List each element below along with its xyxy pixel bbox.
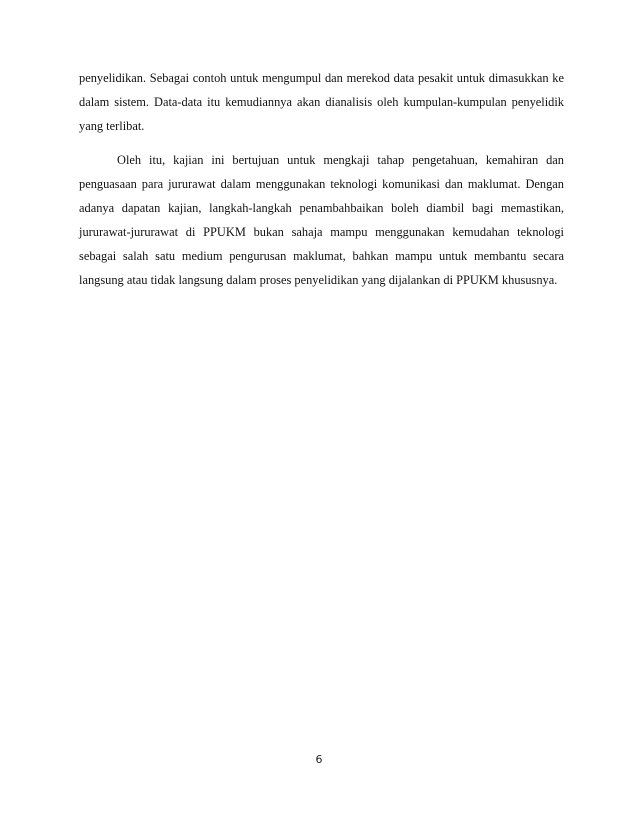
paragraph-objective: Oleh itu, kajian ini bertujuan untuk mengkaji tahap pengetahuan, kemahiran dan penguasaan para jururawat dalam menggunakan teknologi komunikasi dan maklumat. Dengan adanya dapatan kajian, langkah-langkah penambahbaikan boleh diambil bagi memastikan, jururawat-jururawat di PPUKM bukan sahaja mampu menggunakan kemudahan teknologi sebagai salah satu medium pengurusan maklumat, bahkan mampu untuk membantu secara langsung atau tidak langsung dalam proses penyelidikan yang dijalankan di PPUKM khususnya. <box>79 153 564 287</box>
paragraph-continuation: penyelidikan. Sebagai contoh untuk mengumpul dan merekod data pesakit untuk dimasukkan ke dalam sistem. Data-data itu kemudiannya akan dianalisis oleh kumpulan-kumpulan penyelidik yang terlibat. <box>79 71 564 133</box>
page-number: 6 <box>315 753 323 766</box>
